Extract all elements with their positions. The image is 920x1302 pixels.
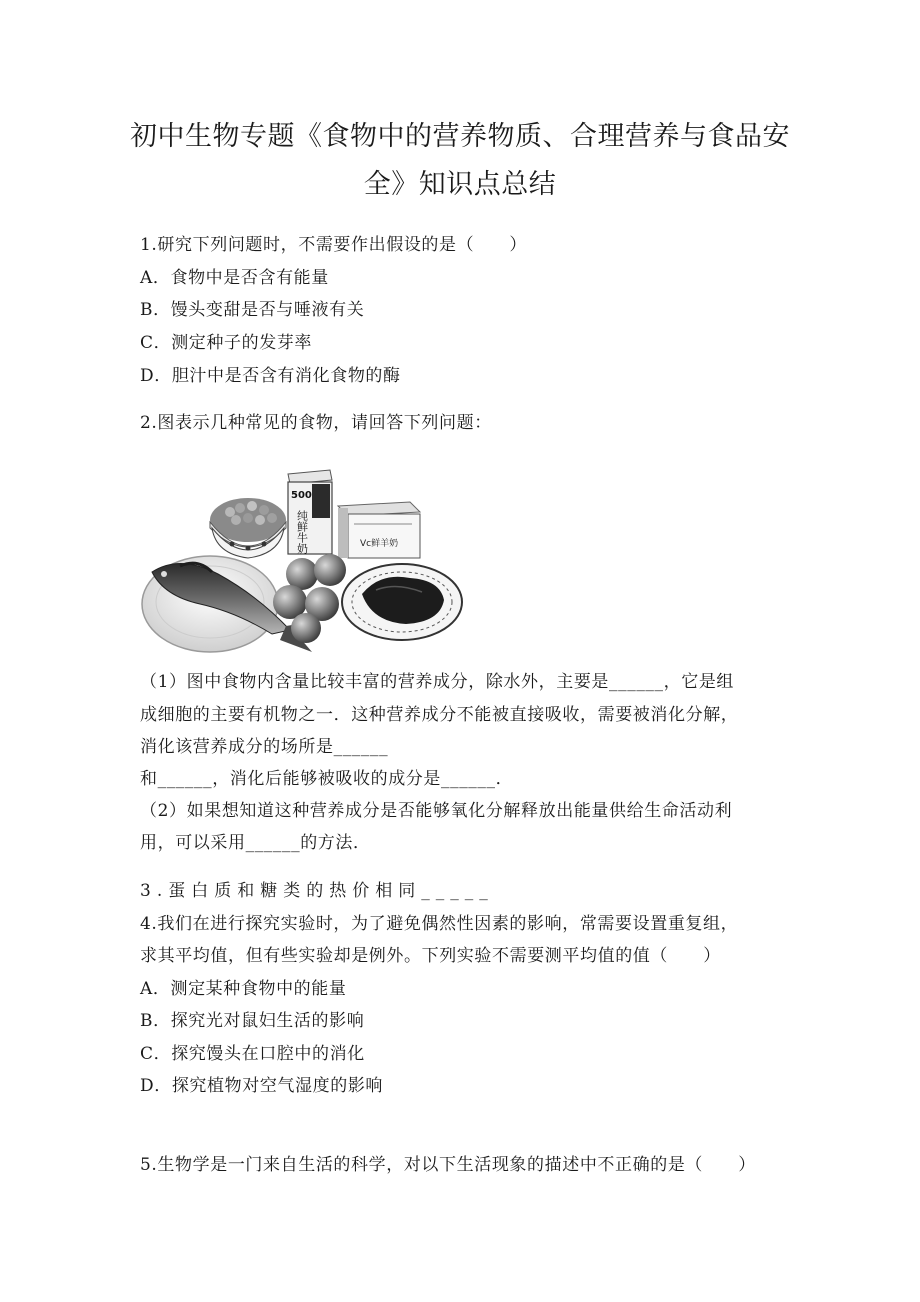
question-1-option-b: B．馒头变甜是否与唾液有关 xyxy=(140,300,365,320)
question-4-option-a: A．测定某种食物中的能量 xyxy=(140,979,347,999)
milk-carton-image xyxy=(288,470,332,554)
carton-product-label: 纯鲜牛奶 xyxy=(295,510,309,554)
question-2-part-1-line-2: 成细胞的主要有机物之一．这种营养成分不能被直接吸收，需要被消化分解， xyxy=(140,705,739,725)
document-title-line-1: 初中生物专题《食物中的营养物质、合理营养与食品安 xyxy=(130,121,790,152)
question-1-stem: 1.研究下列问题时，不需要作出假设的是（ ） xyxy=(140,235,528,255)
food-illustration xyxy=(140,462,472,662)
question-3-stem: 3.蛋白质和糖类的热价相同_____ xyxy=(140,881,494,901)
question-1-option-c: C．测定种子的发芽率 xyxy=(140,333,313,353)
question-2-part-1-line-3: 消化该营养成分的场所是______ xyxy=(140,737,389,757)
question-4-option-b: B．探究光对鼠妇生活的影响 xyxy=(140,1011,365,1031)
question-1-option-a: A．食物中是否含有能量 xyxy=(140,268,329,288)
question-2-stem: 2.图表示几种常见的食物，请回答下列问题： xyxy=(140,413,492,433)
question-1-option-d: D．胆汁中是否含有消化食物的酶 xyxy=(140,366,401,386)
question-4-stem-line-1: 4.我们在进行探究实验时，为了避免偶然性因素的影响，常需要设置重复组， xyxy=(140,914,739,934)
vegetable-plate-image xyxy=(342,564,462,640)
box-product-label: Vc鲜羊奶 xyxy=(360,539,399,549)
question-2-part-1-line-4: 和______，消化后能够被吸收的成分是______． xyxy=(140,769,514,789)
document-title-line-2: 全》知识点总结 xyxy=(363,169,557,200)
question-2-part-2-line-1: （2）如果想知道这种营养成分是否能够氧化分解释放出能量供给生命活动利 xyxy=(140,801,733,821)
question-2-part-2-line-2: 用，可以采用______的方法． xyxy=(140,833,371,853)
question-2-part-1-line-1: （1）图中食物内含量比较丰富的营养成分，除水外，主要是______，它是组 xyxy=(140,672,735,692)
bean-bowl-image xyxy=(210,498,286,558)
question-4-stem-line-2: 求其平均值，但有些实验却是例外。下列实验不需要测平均值的值（ ） xyxy=(140,946,721,966)
question-4-option-c: C．探究馒头在口腔中的消化 xyxy=(140,1044,365,1064)
milk-box-image xyxy=(338,502,420,558)
question-4-option-d: D．探究植物对空气湿度的影响 xyxy=(140,1076,384,1096)
carton-number-label: 500 xyxy=(291,490,312,501)
question-5-stem: 5.生物学是一门来自生活的科学，对以下生活现象的描述中不正确的是（ ） xyxy=(140,1155,756,1175)
